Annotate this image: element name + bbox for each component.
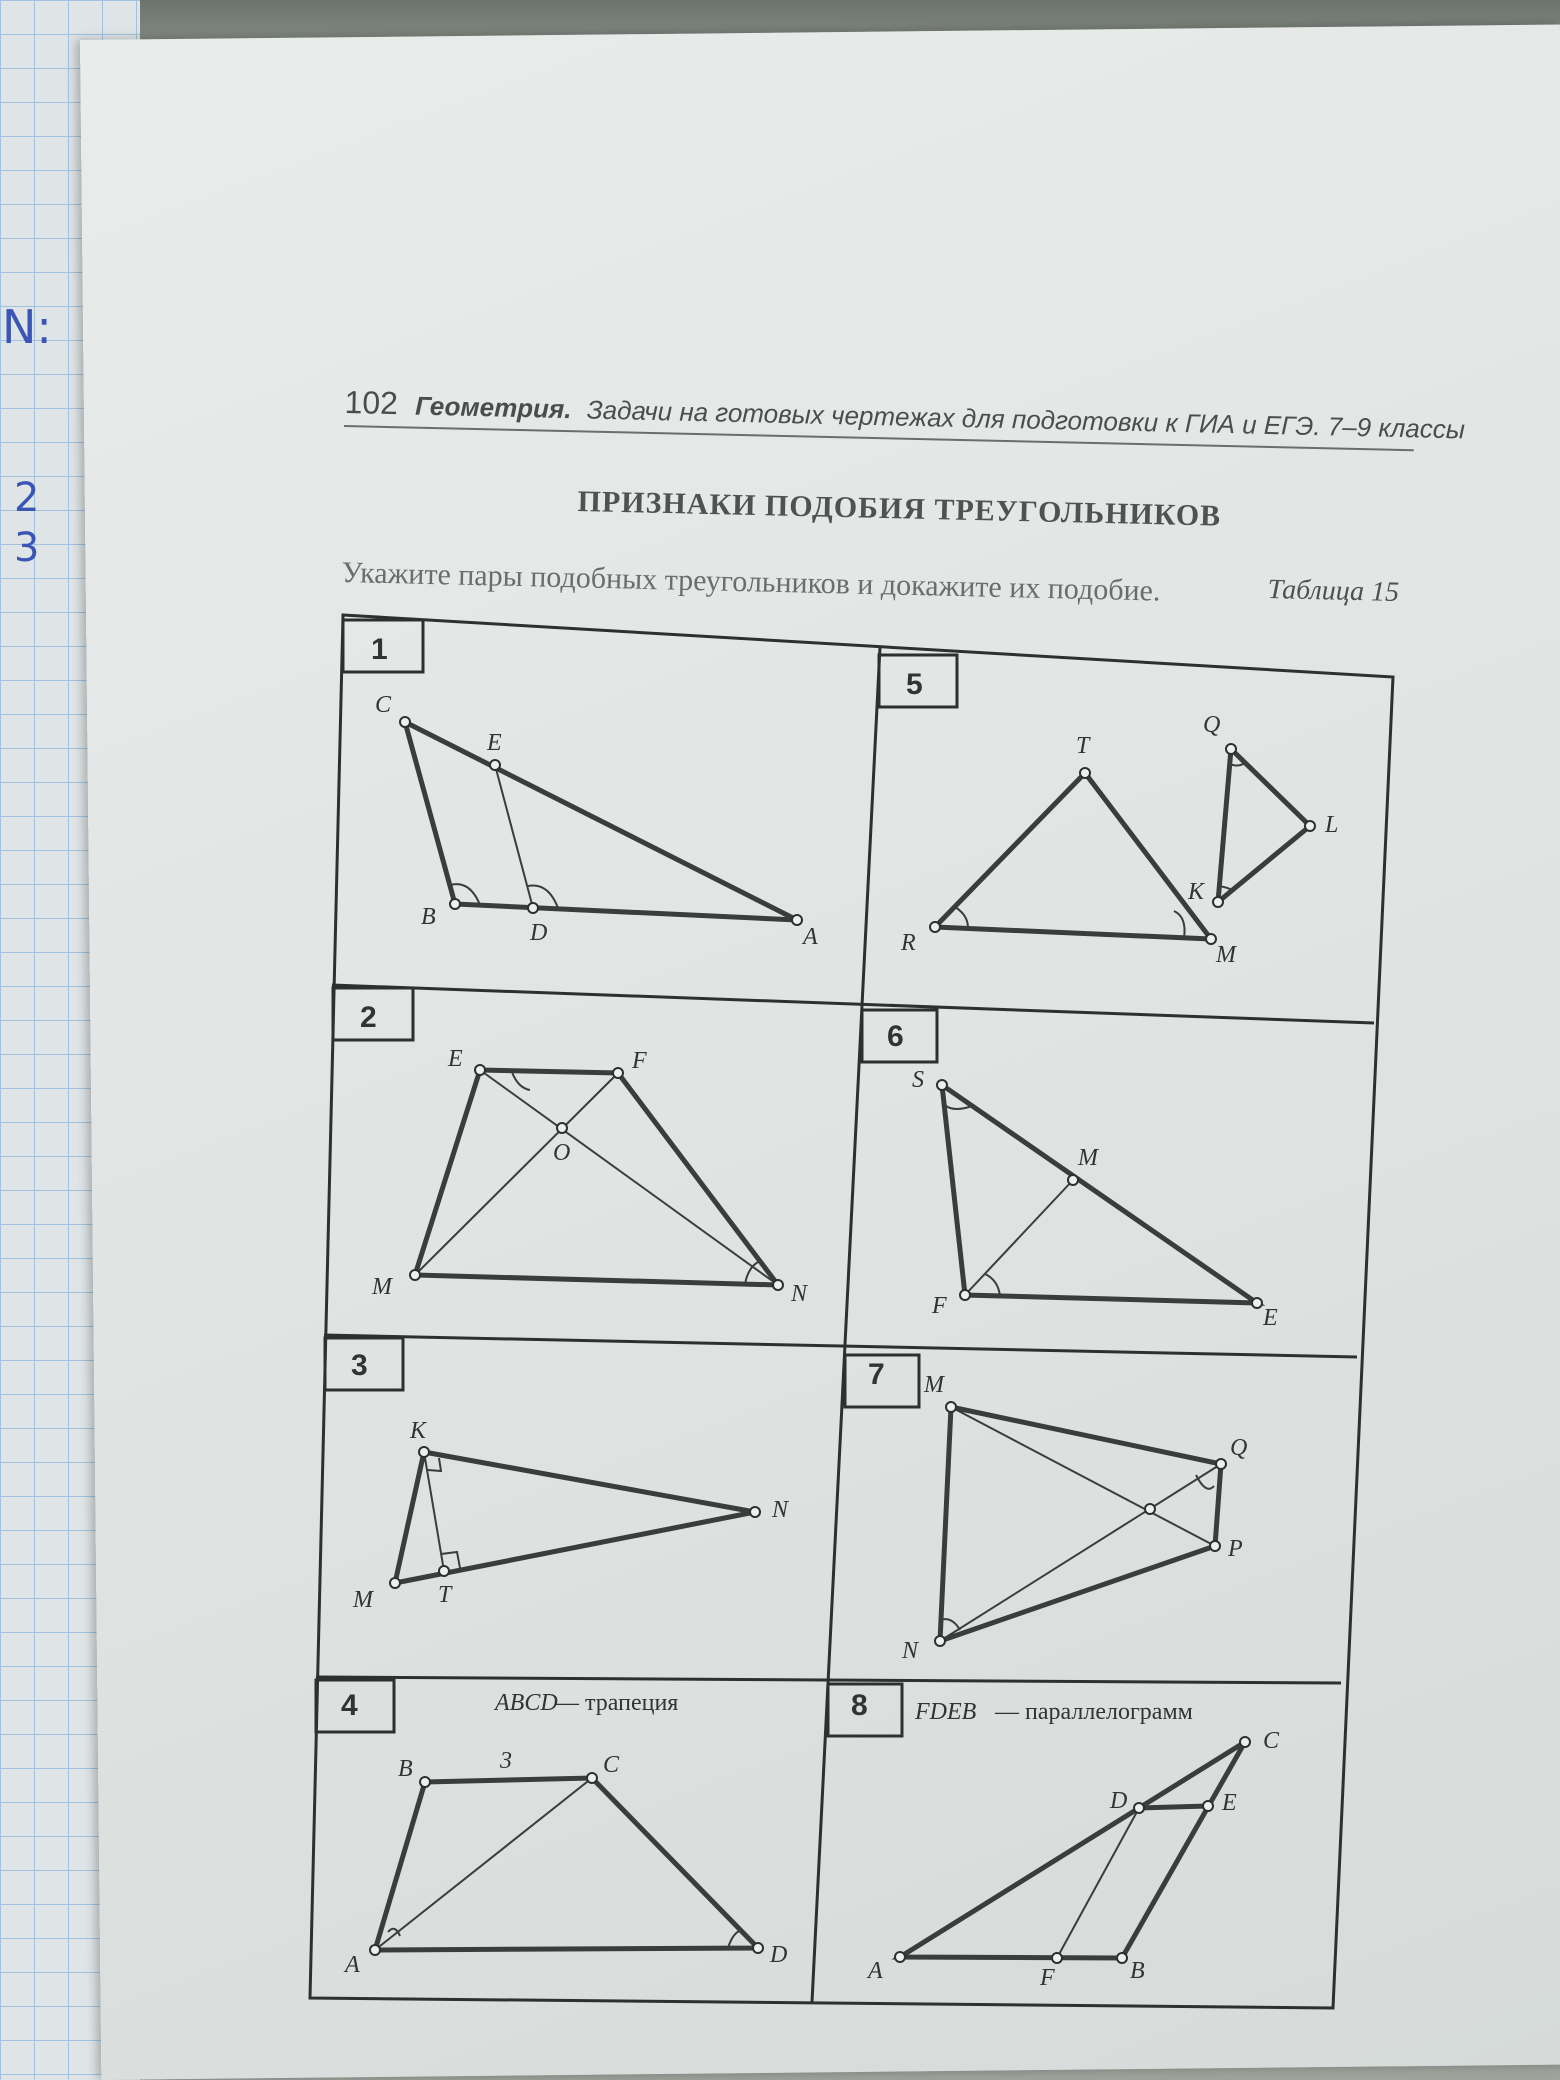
figure-5 [900, 712, 1338, 968]
notebook-scribble: N: [2, 300, 52, 354]
point-label: A [803, 924, 818, 950]
point-label: Q [1203, 712, 1221, 738]
point-label: R [901, 930, 916, 956]
point-label: T [1076, 733, 1090, 759]
point-label: D [530, 920, 548, 946]
point-label: A [345, 1952, 360, 1978]
point-label: E [1222, 1790, 1237, 1816]
point-label: A [868, 1958, 883, 1984]
figure-7 [901, 1372, 1247, 1664]
point-label: N [772, 1497, 789, 1523]
number-box-6 [862, 1010, 937, 1062]
problem-number: 5 [906, 668, 923, 701]
point-label: F [932, 1293, 947, 1319]
problem-number: 4 [341, 1689, 358, 1722]
number-box-3 [325, 1338, 403, 1390]
point-label: B [398, 1756, 413, 1782]
point-label: P [1228, 1536, 1243, 1562]
point-label: M [372, 1274, 392, 1300]
point-label: C [375, 692, 392, 718]
problem-number: 3 [351, 1349, 368, 1382]
point-label: K [1188, 879, 1205, 905]
column-divider [812, 647, 880, 2002]
point-label: D [770, 1942, 788, 1968]
point-label: Q [1230, 1435, 1248, 1461]
number-box-5 [879, 655, 957, 707]
book-title: Геометрия. [414, 390, 572, 425]
figure-caption: ABCD [495, 1690, 558, 1716]
problem-number: 8 [851, 1689, 868, 1722]
notebook-scribble: 2 [14, 475, 40, 521]
figure-caption: FDEB [915, 1699, 977, 1725]
row-divider [324, 1335, 1357, 1357]
point-label: O [553, 1140, 571, 1166]
figure-1 [375, 692, 818, 950]
point-label: B [1130, 1958, 1145, 1984]
number-box-7 [845, 1355, 919, 1407]
book-subtitle: Задачи на готовых чертежах для подготовки к ГИА и ЕГЭ. 7–9 классы [586, 394, 1466, 445]
figure-8 [866, 1699, 1280, 1991]
point-label: M [1078, 1145, 1098, 1171]
point-label: F [632, 1048, 647, 1074]
point-label: N [902, 1638, 919, 1664]
notebook-scribble: 3 [14, 525, 40, 571]
problem-number: 1 [371, 633, 388, 666]
point-label: M [353, 1587, 373, 1613]
problem-number: 2 [360, 1001, 377, 1034]
point-label: C [1263, 1728, 1280, 1754]
row-divider [332, 985, 1374, 1023]
instruction-text: Укажите пары подобных треугольников и докажите их подобие. [341, 556, 1161, 608]
point-label: N [791, 1281, 808, 1307]
point-label: E [487, 730, 502, 756]
figure-6 [912, 1067, 1278, 1331]
number-box-1 [343, 620, 423, 672]
point-label: M [924, 1372, 944, 1398]
number-box-4 [316, 1680, 394, 1732]
point-label: F [1040, 1965, 1055, 1991]
point-label: C [603, 1752, 620, 1778]
figure-2 [371, 1046, 809, 1307]
table-label: Таблица 15 [1267, 574, 1400, 608]
point-label: B [421, 904, 436, 930]
point-label: S [912, 1067, 924, 1093]
page-title: ПРИЗНАКИ ПОДОБИЯ ТРЕУГОЛЬНИКОВ [577, 485, 1222, 533]
point-label: E [448, 1046, 463, 1072]
number-box-2 [333, 988, 413, 1040]
figure-4 [343, 1690, 787, 1978]
figure-caption: — параллелограмм [995, 1699, 1193, 1725]
point-label: E [1263, 1305, 1278, 1331]
problem-number: 7 [868, 1358, 885, 1391]
problem-number: 6 [887, 1020, 904, 1053]
point-label: K [410, 1418, 427, 1444]
point-label: M [1216, 942, 1236, 968]
side-label: 3 [500, 1748, 512, 1774]
figure-caption: — трапеция [555, 1690, 679, 1716]
point-label: L [1325, 812, 1339, 838]
point-label: D [1110, 1788, 1128, 1814]
point-label: T [438, 1582, 452, 1608]
figure-3 [352, 1418, 790, 1613]
page-number: 102 [344, 384, 399, 422]
number-box-8 [828, 1684, 902, 1736]
